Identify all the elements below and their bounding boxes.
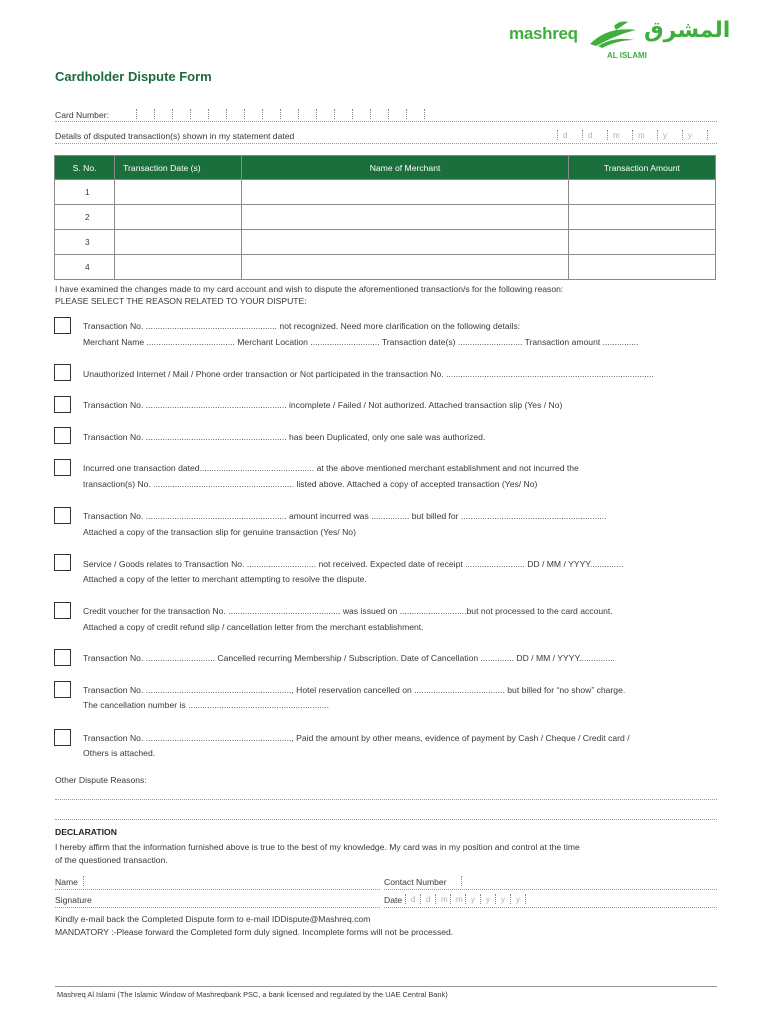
reason-checkbox-7[interactable] <box>54 554 71 571</box>
amount-cell[interactable] <box>568 180 715 205</box>
reason-3-line1: Transaction No. ........................................................... incomplete / Failed / Not authorized. Attached transaction slip (Yes / No) <box>83 400 563 410</box>
date-box-letter: m <box>441 895 448 904</box>
reason-5-line2: transaction(s) No. ........................................................... listed above. Attached a copy of accepted transaction (Yes/ No) <box>83 479 538 489</box>
reason-7-line2: Attached a copy of the letter to merchant attempting to resolve the dispute. <box>83 574 367 584</box>
reason-6-line1: Transaction No. ........................................................... amount incurred was ................ but billed for ............................................................. <box>83 511 607 521</box>
date-box-divider <box>510 894 511 904</box>
date-box-letter: m <box>613 131 620 140</box>
date-box-letter: d <box>426 895 431 904</box>
date-cell[interactable] <box>115 230 242 255</box>
reason-11-line1: Transaction No. ............................................................., Paid the amount by other means, evidence of payment by Cash / Cheque / Credit card / <box>83 733 630 743</box>
col-header-amount: Transaction Amount <box>568 156 715 180</box>
reason-checkbox-10[interactable] <box>54 681 71 698</box>
reason-5-line1: Incurred one transaction dated................................................ at the above mentioned merchant establishment and not incurred the <box>83 463 579 473</box>
reason-11-line2: Others is attached. <box>83 748 156 758</box>
reason-6-line2: Attached a copy of the transaction slip for genuine transaction (Yes/ No) <box>83 527 356 537</box>
date-box-divider <box>420 894 421 904</box>
date-box-letter: d <box>563 131 568 140</box>
card-digit-divider <box>388 109 389 119</box>
card-digit-divider <box>298 109 299 119</box>
reason-checkbox-1[interactable] <box>54 317 71 334</box>
amount-cell[interactable] <box>568 230 715 255</box>
col-header-sno: S. No. <box>55 156 115 180</box>
brand-name-en: mashreq <box>509 24 578 43</box>
card-digit-divider <box>154 109 155 119</box>
date-box-divider <box>607 130 608 140</box>
reason-1-line2: Merchant Name ..................................... Merchant Location ............................. Transaction date(s) ........................... Transaction amount ............... <box>83 337 639 347</box>
row-number: 2 <box>55 205 115 230</box>
card-digit-divider <box>352 109 353 119</box>
card-digit-divider <box>172 109 173 119</box>
col-header-date: Transaction Date (s) <box>115 156 242 180</box>
contact-number-field[interactable] <box>384 889 717 890</box>
date-box-letter: d <box>588 131 593 140</box>
reason-checkbox-9[interactable] <box>54 649 71 666</box>
date-box-divider <box>435 894 436 904</box>
date-box-divider <box>632 130 633 140</box>
amount-cell[interactable] <box>568 205 715 230</box>
date-box-divider <box>465 894 466 904</box>
declaration-line-1: I hereby affirm that the information furnished above is true to the best of my knowledge. My card was in my position and control at the time <box>55 842 580 852</box>
date-box-letter: y <box>516 895 520 904</box>
col-header-merchant: Name of Merchant <box>242 156 568 180</box>
reason-8-line2: Attached a copy of credit refund slip / cancellation letter from the merchant establishment. <box>83 622 424 632</box>
date-box-letter: m <box>456 895 463 904</box>
card-digit-divider <box>370 109 371 119</box>
card-digit-divider <box>136 109 137 119</box>
table-row <box>55 180 716 205</box>
reason-1-line1: Transaction No. ....................................................... not recognized. Need more clarification on the following details: <box>83 321 521 331</box>
reason-checkbox-3[interactable] <box>54 396 71 413</box>
row-number: 1 <box>55 180 115 205</box>
email-instruction: Kindly e-mail back the Completed Dispute form to e-mail IDDispute@Mashreq.com <box>55 914 371 924</box>
footer-text: Mashreq Al Islami (The Islamic Window of Mashreqbank PSC, a bank licensed and regulated by the UAE Central Bank) <box>57 990 448 999</box>
reason-7-line1: Service / Goods relates to Transaction No. ............................. not received. Expected date of receipt ......................... DD / MM / YYYY.............. <box>83 559 624 569</box>
signature-label: Signature <box>55 895 92 905</box>
mandatory-instruction: MANDATORY :-Please forward the Completed form duly signed. Incomplete forms will not be processed. <box>55 927 454 937</box>
card-digit-divider <box>208 109 209 119</box>
reason-10-line1: Transaction No. ............................................................., Hotel reservation cancelled on ...................................... but billed for “no show” charge. <box>83 685 626 695</box>
other-reasons-line-1[interactable] <box>55 799 717 800</box>
name-label: Name <box>55 877 78 887</box>
select-reason-heading: PLEASE SELECT THE REASON RELATED TO YOUR DISPUTE: <box>55 296 307 306</box>
date-box-letter: y <box>471 895 475 904</box>
form-title: Cardholder Dispute Form <box>55 69 212 84</box>
signature-field[interactable] <box>55 907 380 908</box>
date-box-divider <box>480 894 481 904</box>
card-number-label: Card Number: <box>55 110 109 120</box>
card-digit-divider <box>334 109 335 119</box>
date-box-letter: y <box>688 131 692 140</box>
merchant-cell[interactable] <box>242 180 568 205</box>
reason-2-line1: Unauthorized Internet / Mail / Phone order transaction or Not participated in the transaction No. ....................................................................................... <box>83 369 654 379</box>
card-digit-divider <box>424 109 425 119</box>
other-reasons-label: Other Dispute Reasons: <box>55 775 147 785</box>
merchant-cell[interactable] <box>242 205 568 230</box>
declaration-line-2: of the questioned transaction. <box>55 855 168 865</box>
date-box-letter: m <box>638 131 645 140</box>
date-box-divider <box>682 130 683 140</box>
date-box-divider <box>450 894 451 904</box>
intro-text: I have examined the changes made to my card account and wish to dispute the aforementioned transaction/s for the following reason: <box>55 284 564 294</box>
date-cell[interactable] <box>115 180 242 205</box>
brand-name-ar: المشرق <box>644 18 731 43</box>
card-digit-divider <box>226 109 227 119</box>
declaration-heading: DECLARATION <box>55 827 117 837</box>
reason-checkbox-4[interactable] <box>54 427 71 444</box>
card-digit-divider <box>244 109 245 119</box>
table-row <box>55 205 716 230</box>
reason-9-line1: Transaction No. ............................. Cancelled recurring Membership / Subscription. Date of Cancellation .............. DD / MM / YYYY............... <box>83 653 615 663</box>
transactions-table <box>54 155 716 280</box>
contact-number-label: Contact Number <box>384 877 447 887</box>
date-box-divider <box>495 894 496 904</box>
date-cell[interactable] <box>115 255 242 280</box>
statement-date-label: Details of disputed transaction(s) shown in my statement dated <box>55 131 295 141</box>
date-box-divider <box>582 130 583 140</box>
palm-leaf-logo-icon <box>588 20 640 50</box>
merchant-cell[interactable] <box>242 255 568 280</box>
merchant-cell[interactable] <box>242 230 568 255</box>
name-field[interactable] <box>55 889 380 890</box>
date-box-letter: d <box>411 895 416 904</box>
reason-10-line2: The cancellation number is ........................................................... <box>83 700 329 710</box>
card-digit-divider <box>316 109 317 119</box>
card-digit-divider <box>406 109 407 119</box>
other-reasons-line-2[interactable] <box>55 819 717 820</box>
table-row <box>55 255 716 280</box>
card-digit-divider <box>280 109 281 119</box>
reason-checkbox-6[interactable] <box>54 507 71 524</box>
reason-8-line1: Credit voucher for the transaction No. ............................................... was issued on ............................but not processed to the card account. <box>83 606 613 616</box>
date-label: Date <box>384 895 403 905</box>
date-box-letter: y <box>486 895 490 904</box>
row-number: 3 <box>55 230 115 255</box>
table-row <box>55 230 716 255</box>
brand-sub: AL ISLAMI <box>607 51 647 60</box>
reason-4-line1: Transaction No. ........................................................... has been Duplicated, only one sale was authorized. <box>83 432 486 442</box>
amount-cell[interactable] <box>568 255 715 280</box>
reason-checkbox-8[interactable] <box>54 602 71 619</box>
date-box-divider <box>557 130 558 140</box>
reason-checkbox-5[interactable] <box>54 459 71 476</box>
card-digit-divider <box>262 109 263 119</box>
date-box-divider <box>657 130 658 140</box>
card-digit-divider <box>190 109 191 119</box>
date-box-letter: y <box>501 895 505 904</box>
date-cell[interactable] <box>115 205 242 230</box>
date-box-divider <box>405 894 406 904</box>
reason-checkbox-2[interactable] <box>54 364 71 381</box>
date-box-letter: y <box>663 131 667 140</box>
row-number: 4 <box>55 255 115 280</box>
reason-checkbox-11[interactable] <box>54 729 71 746</box>
